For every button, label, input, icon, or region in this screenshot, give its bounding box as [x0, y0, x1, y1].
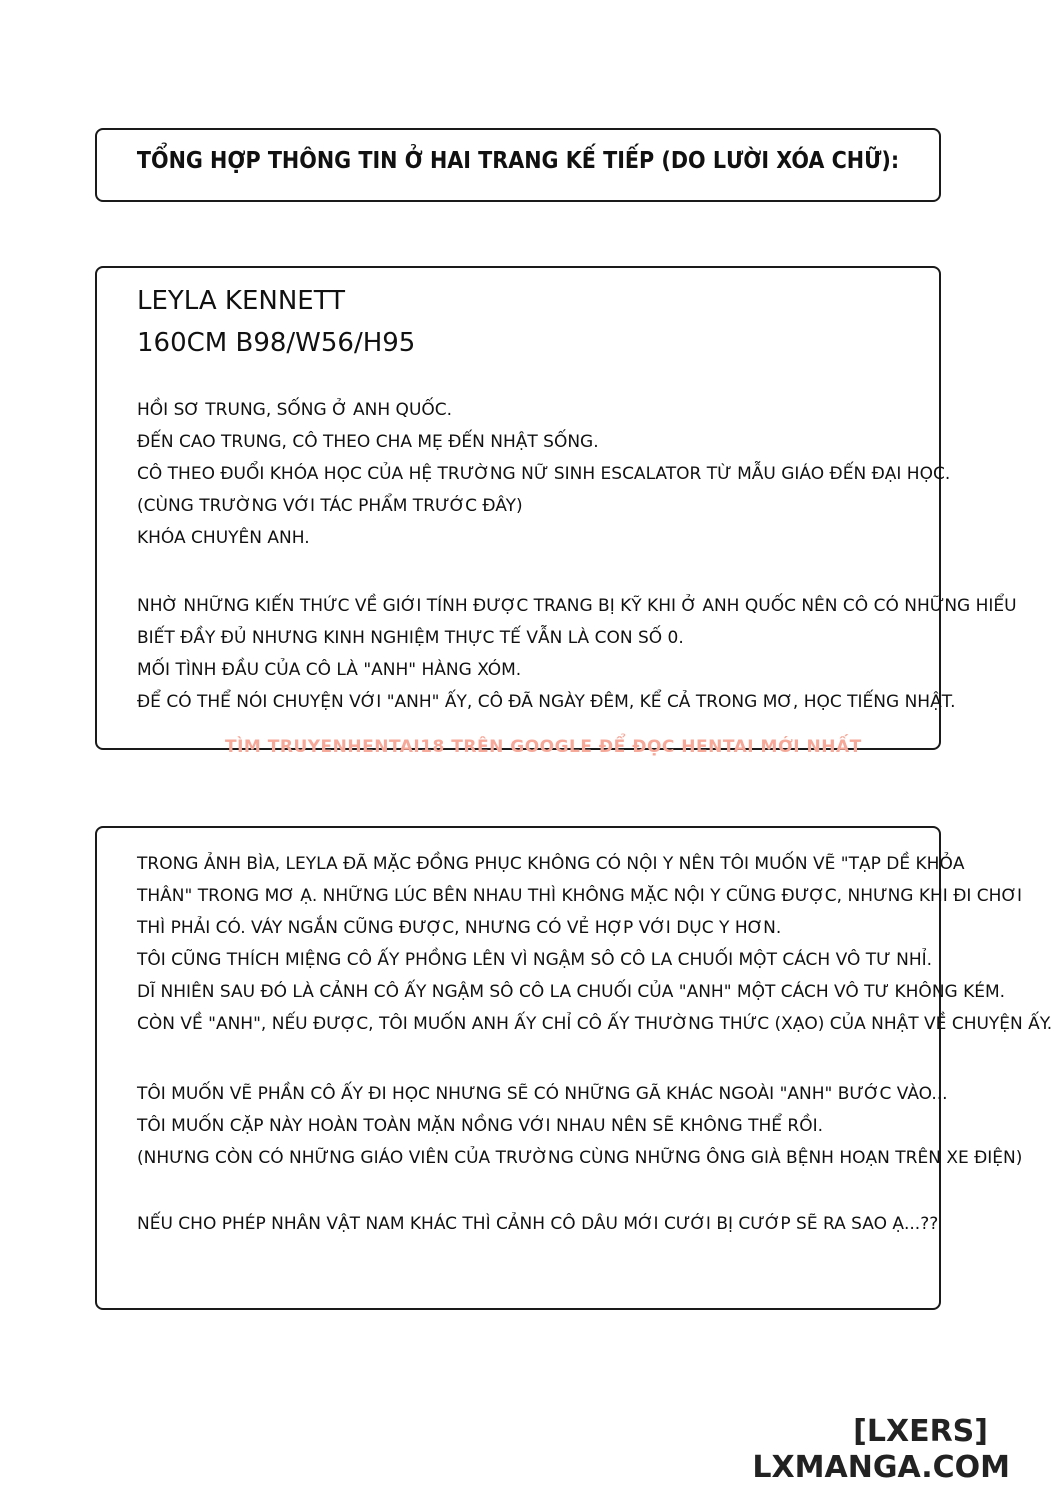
- text-line: TÔI CŨNG THÍCH MIỆNG CÔ ẤY PHỒNG LÊN VÌ NGẬM SÔ CÔ LA CHUỐI MỘT CÁCH VÔ TƯ NHỈ.: [137, 950, 933, 970]
- text-line: TRONG ẢNH BÌA, LEYLA ĐÃ MẶC ĐỒNG PHỤC KHÔNG CÓ NỘI Y NÊN TÔI MUỐN VẼ "TẠP DỀ KHỎA: [137, 854, 965, 874]
- text-line: ĐẾN CAO TRUNG, CÔ THEO CHA MẸ ĐẾN NHẬT SỐNG.: [137, 432, 599, 452]
- character-measurements: 160CM B98/W56/H95: [137, 328, 416, 358]
- title-box: [95, 128, 941, 202]
- character-name: LEYLA KENNETT: [137, 286, 346, 316]
- brand-logo-top: [LXERS]: [853, 1414, 988, 1449]
- text-line: BIẾT ĐẦY ĐỦ NHƯNG KINH NGHIỆM THỰC TẾ VẪN LÀ CON SỐ 0.: [137, 628, 684, 648]
- text-line: KHÓA CHUYÊN ANH.: [137, 528, 310, 548]
- notes-paragraph-3: [137, 1208, 939, 1240]
- text-line: NẾU CHO PHÉP NHÂN VẬT NAM KHÁC THÌ CẢNH CÔ DÂU MỚI CƯỚI BỊ CƯỚP SẼ RA SAO Ạ...??: [137, 1214, 939, 1234]
- text-line: CÔ THEO ĐUỔI KHÓA HỌC CỦA HỆ TRƯỜNG NỮ SINH ESCALATOR TỪ MẪU GIÁO ĐẾN ĐẠI HỌC.: [137, 464, 951, 484]
- profile-box: [95, 266, 1017, 750]
- text-line: ĐỂ CÓ THỂ NÓI CHUYỆN VỚI "ANH" ẤY, CÔ ĐÃ NGÀY ĐÊM, KỂ CẢ TRONG MƠ, HỌC TIẾNG NHẬT.: [137, 692, 956, 712]
- text-line: (NHƯNG CÒN CÓ NHỮNG GIÁO VIÊN CỦA TRƯỜNG CÙNG NHỮNG ÔNG GIÀ BỆNH HOẠN TRÊN XE ĐIỆN): [137, 1148, 1023, 1168]
- text-line: TÔI MUỐN CẶP NÀY HOÀN TOÀN MẶN NỒNG VỚI NHAU NÊN SẼ KHÔNG THỂ RỒI.: [137, 1116, 823, 1136]
- text-line: NHỜ NHỮNG KIẾN THỨC VỀ GIỚI TÍNH ĐƯỢC TRANG BỊ KỸ KHI Ở ANH QUỐC NÊN CÔ CÓ NHỮNG HIỂU: [137, 596, 1017, 616]
- watermark-text: TÌM TRUYENHENTAI18 TRÊN GOOGLE ĐỂ ĐỌC HENTAI MỚI NHẤT: [225, 737, 862, 757]
- text-line: THÌ PHẢI CÓ. VÁY NGẮN CŨNG ĐƯỢC, NHƯNG CÓ VẺ HỢP VỚI DỤC Y HƠN.: [137, 918, 782, 938]
- text-line: TÔI MUỐN VẼ PHẦN CÔ ẤY ĐI HỌC NHƯNG SẼ CÓ NHỮNG GÃ KHÁC NGOÀI "ANH" BƯỚC VÀO...: [137, 1084, 948, 1104]
- text-line: MỐI TÌNH ĐẦU CỦA CÔ LÀ "ANH" HÀNG XÓM.: [137, 660, 522, 680]
- text-line: CÒN VỀ "ANH", NẾU ĐƯỢC, TÔI MUỐN ANH ẤY CHỈ CÔ ẤY THƯỜNG THỨC (XẠO) CỦA NHẬT VỀ CHUYỆN ẤY.: [137, 1014, 1053, 1034]
- notes-paragraph-1: [137, 848, 1053, 1040]
- notes-box: [95, 826, 1053, 1310]
- text-line: HỒI SƠ TRUNG, SỐNG Ở ANH QUỐC.: [137, 400, 453, 420]
- notes-paragraph-2: [137, 1078, 1023, 1174]
- profile-paragraph-1: [137, 394, 951, 554]
- text-line: (CÙNG TRƯỜNG VỚI TÁC PHẨM TRƯỚC ĐÂY): [137, 496, 523, 516]
- text-line: THÂN" TRONG MƠ Ạ. NHỮNG LÚC BÊN NHAU THÌ KHÔNG MẶC NỘI Y CŨNG ĐƯỢC, NHƯNG KHI ĐI CHƠI: [137, 886, 1022, 906]
- text-line: DĨ NHIÊN SAU ĐÓ LÀ CẢNH CÔ ẤY NGẬM SÔ CÔ LA CHUỐI CỦA "ANH" MỘT CÁCH VÔ TƯ KHÔNG KÉM.: [137, 982, 1006, 1002]
- profile-paragraph-2: [137, 590, 1017, 718]
- brand-logo-bottom: LXMANGA.COM: [752, 1450, 1010, 1485]
- page-title: TỔNG HỢP THÔNG TIN Ở HAI TRANG KẾ TIẾP (DO LƯỜI XÓA CHỮ):: [136, 148, 900, 174]
